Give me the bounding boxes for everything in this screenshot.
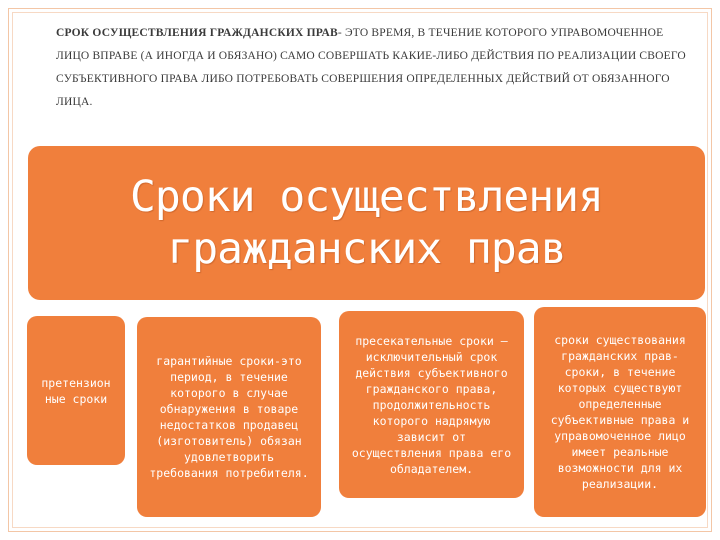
card-warranty-text: гарантийные сроки-это период, в течение которого в случае обнаружения в товаре недостатков продавец (изготовитель) обязан удовлетворить требования потребителя. xyxy=(149,354,309,480)
card-warranty-terms xyxy=(137,317,321,517)
card-existence-lead: сроки существования гражданских прав xyxy=(554,333,686,363)
header-title-line2: гражданских прав xyxy=(167,224,566,274)
header-title xyxy=(130,171,603,275)
card-existence-text: - сроки, в течение которых существуют определенные субъективные права и управомоченное лицо имеет реальные возможности для их реализации. xyxy=(550,349,690,491)
card-pretension-terms xyxy=(27,316,125,465)
header-banner xyxy=(28,146,705,300)
header-title-line1: Сроки осуществления xyxy=(130,172,603,222)
card-preclusive-terms xyxy=(339,311,524,498)
card-pretension-text: претензион ные сроки xyxy=(41,375,111,406)
card-preclusive-text: сроки – исключительный срок действия субъективного гражданского права, продолжительность которого надрямую зависит от осуществления права его обладателем. xyxy=(351,333,512,476)
card-preclusive-body xyxy=(349,333,514,477)
definition-paragraph xyxy=(56,22,686,114)
definition-text: - ЭТО ВРЕМЯ, В ТЕЧЕНИЕ КОТОРОГО УПРАВОМОЧЕННОЕ ЛИЦО ВПРАВЕ (А ИНОГДА И ОБЯЗАНО) САМО СОВЕРШАТЬ КАКИЕ-ЛИБО ДЕЙСТВИЯ ПО РЕАЛИЗАЦИИ СВОЕГО СУБЪЕКТИВНОГО ПРАВА ЛИБО ПОТРЕБОВАТЬ СОВЕРШЕНИЯ ОПРЕДЕЛЕННЫХ ДЕЙСТВИЙ ОТ ОБЯЗАННОГО ЛИЦА. xyxy=(56,27,686,108)
card-preclusive-lead: пресекательные xyxy=(355,333,453,348)
card-existence-body xyxy=(542,332,698,492)
definition-term: СРОК ОСУЩЕСТВЛЕНИЯ ГРАЖДАНСКИХ ПРАВ xyxy=(56,27,338,39)
card-existence-terms xyxy=(534,307,706,517)
